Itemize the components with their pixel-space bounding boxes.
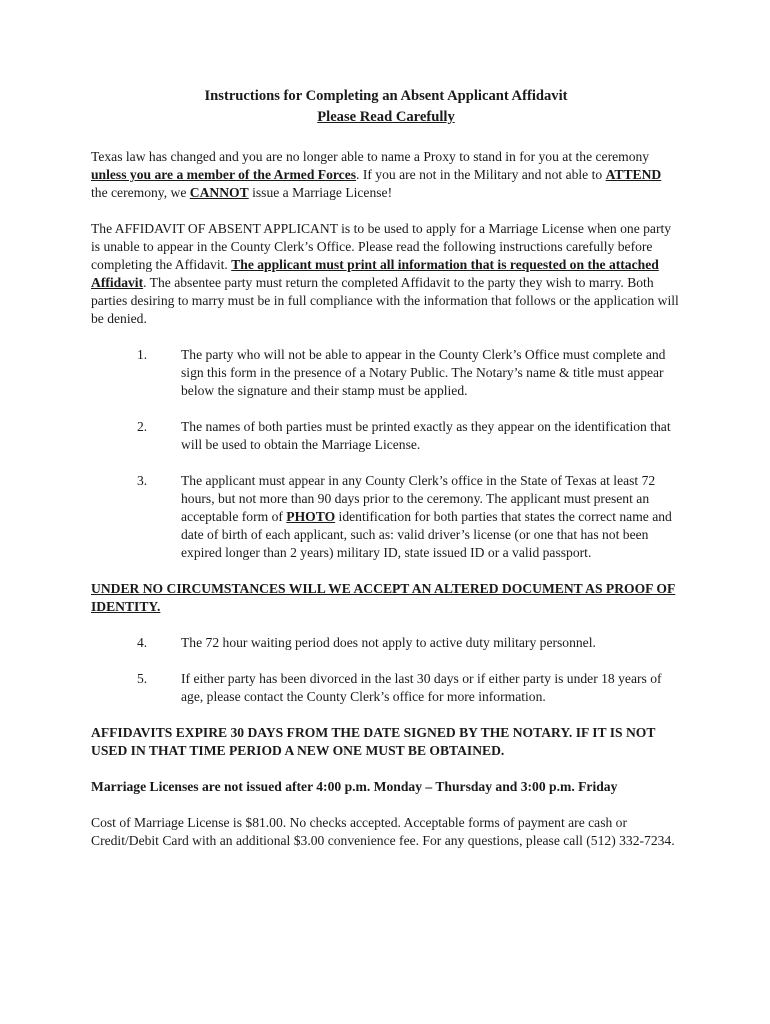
hours-notice: Marriage Licenses are not issued after 4:00 p.m. Monday – Thursday and 3:00 p.m. Friday	[91, 779, 618, 794]
list-item	[91, 346, 681, 400]
affidavit-paragraph	[91, 220, 681, 328]
list-item-text: The applicant must appear in any County Clerk’s office in the State of Texas at least 72 hours, but not more than 90 days prior to the ceremony. The applicant must present an acceptable form of	[181, 473, 656, 524]
instruction-list-1	[91, 346, 681, 562]
intro-paragraph	[91, 148, 681, 202]
document-title: Instructions for Completing an Absent Applicant Affidavit	[204, 88, 568, 104]
expiration-warning: AFFIDAVITS EXPIRE 30 DAYS FROM THE DATE SIGNED BY THE NOTARY. IF IT IS NOT USED IN THAT TIME PERIOD A NEW ONE MUST BE OBTAINED.	[91, 725, 656, 758]
list-item-text: The party who will not be able to appear in the County Clerk’s Office must complete and sign this form in the presence of a Notary Public. The Notary’s name & title must appear below the signature and their stamp must be applied.	[181, 347, 666, 398]
document-page	[91, 86, 681, 868]
list-item	[91, 670, 681, 706]
intro-text-3: . If you are not in the Military and not able to	[356, 167, 606, 182]
intro-armed-forces: unless you are a member of the Armed Forces	[91, 167, 357, 182]
photo-emphasis: PHOTO	[286, 509, 336, 524]
intro-attend: ATTEND	[605, 167, 662, 182]
affidavit-text-1: The AFFIDAVIT OF ABSENT APPLICANT is to be used to apply for a Marriage License when one party is unable to appear in the County Clerk’s Office. Please read the following instructions carefully before completing the Affidavit.	[91, 221, 672, 272]
list-item	[91, 472, 681, 562]
title-block	[91, 86, 681, 128]
list-item	[91, 634, 681, 652]
affidavit-text-3: . The absentee party must return the completed Affidavit to the party they wish to marry. Both parties desiring to marry must be in full compliance with the information that follows or the application will be denied.	[91, 275, 679, 326]
list-item-text: The names of both parties must be printed exactly as they appear on the identification that will be used to obtain the Marriage License.	[181, 419, 671, 452]
affidavit-print-all: The applicant must print all information that is requested on the attached Affidavit	[91, 257, 659, 290]
intro-text-1: Texas law has changed and you are no longer able to name a Proxy to stand in for you at the ceremony	[91, 149, 650, 164]
cost-paragraph: Cost of Marriage License is $81.00. No checks accepted. Acceptable forms of payment are cash or Credit/Debit Card with an additional $3.00 convenience fee. For any questions, please call (512) 332-7234.	[91, 815, 675, 848]
list-item-text: If either party has been divorced in the last 30 days or if either party is under 18 years of age, please contact the County Clerk’s office for more information.	[181, 671, 662, 704]
list-item-text: identification for both parties that states the correct name and date of birth of each applicant, such as: valid driver’s license (or one that has not been expired longer than 2 years) military ID, state issued ID or a valid passport.	[181, 509, 672, 560]
intro-text-7: issue a Marriage License!	[248, 185, 393, 200]
list-item-number: 3.	[137, 473, 148, 488]
identity-warning: UNDER NO CIRCUMSTANCES WILL WE ACCEPT AN ALTERED DOCUMENT AS PROOF OF IDENTITY.	[91, 581, 676, 614]
list-item-text: The 72 hour waiting period does not apply to active duty military personnel.	[181, 635, 596, 650]
intro-cannot: CANNOT	[189, 185, 249, 200]
list-item-number: 5.	[137, 671, 148, 686]
intro-text-5: the ceremony, we	[91, 185, 190, 200]
list-item	[91, 418, 681, 454]
list-item-number: 1.	[137, 347, 148, 362]
list-item-number: 2.	[137, 419, 148, 434]
document-subtitle: Please Read Carefully	[317, 109, 455, 125]
instruction-list-2	[91, 634, 681, 706]
list-item-number: 4.	[137, 635, 148, 650]
